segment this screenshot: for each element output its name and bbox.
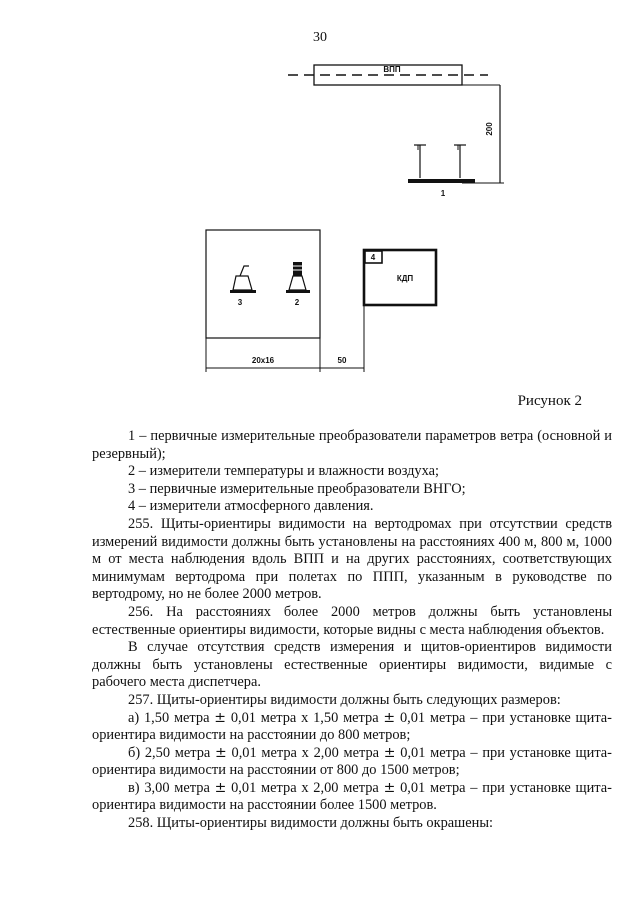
legend-item-2: 2 – измерители температуры и влажности воздуха;	[128, 463, 440, 480]
plus-minus-sign: ±	[383, 744, 396, 761]
distance-dimension	[462, 85, 504, 183]
distance-label: 200	[485, 122, 494, 136]
legend-item-1: 1 – первичные измерительные преобразователи параметров ветра (основной и резервный);	[92, 428, 612, 462]
body-text	[92, 428, 612, 833]
meteo-site	[206, 230, 320, 338]
paragraph-256: 256. На расстояниях более 2000 метров должны быть установлены естественные ориентиры видимости, которые видны с места наблюдения объектов.	[92, 603, 612, 638]
plus-minus-sign: ±	[215, 744, 227, 761]
runway-label: ВПП	[383, 65, 401, 74]
item-2-label: 2	[294, 298, 300, 307]
legend-item-3: 3 – первичные измерительные преобразователи ВНГО;	[128, 480, 466, 497]
legend-item-4: 4 – измерители атмосферного давления.	[128, 498, 374, 515]
paragraph-255: 255. Щиты-ориентиры видимости на вертодромах при отсутствии средств измерений видимости должны быть установлены на расстояниях 400 м, 800 м, 1000 м от места наблюдения вдоль ВПП и на других расстояниях, соответствующих минимумам вертодрома при полетах по ППП, указанным в руководстве по вертодрому, но не более 2000 метров.	[92, 515, 612, 603]
offset-label: 50	[337, 356, 347, 365]
plus-minus-sign: ±	[214, 779, 227, 796]
cloud-height-sensor-symbol	[230, 266, 256, 307]
runway	[288, 65, 488, 85]
size-option-a: а) 1,50 метра ± 0,01 метра х 1,50 метра ± 0,01 метра – при установке щита-ориентира видимости на расстоянии до 800 метров;	[92, 709, 612, 744]
control-tower	[364, 250, 436, 305]
item-3-label: 3	[237, 298, 243, 307]
page-number: 30	[313, 30, 327, 45]
site-size-label: 20x16	[251, 356, 275, 365]
wind-sensors-symbol	[408, 145, 475, 198]
plus-minus-sign: ±	[383, 779, 396, 796]
paragraph-257: 257. Щиты-ориентиры видимости должны быть следующих размеров:	[128, 691, 561, 708]
size-option-c: в) 3,00 метра ± 0,01 метра х 2,00 метра ± 0,01 метра – при установке щита-ориентира видимости на расстоянии более 1500 метров.	[92, 779, 612, 814]
item-4-label: 4	[370, 253, 376, 262]
item-1-label: 1	[440, 189, 446, 198]
temperature-humidity-sensor-symbol	[286, 262, 310, 307]
size-option-b: б) 2,50 метра ± 0,01 метра х 2,00 метра ± 0,01 метра – при установке щита-ориентира видимости на расстоянии от 800 до 1500 метров;	[92, 744, 612, 779]
plus-minus-sign: ±	[383, 709, 396, 726]
paragraph-258: 258. Щиты-ориентиры видимости должны быть окрашены:	[128, 815, 494, 832]
paragraph-256-note: В случае отсутствия средств измерения и щитов-ориентиров видимости должны быть установлены естественные ориентиры видимости, видимые с рабочего места диспетчера.	[92, 639, 612, 691]
figure-caption: Рисунок 2	[517, 393, 582, 409]
kdp-label: КДП	[396, 274, 414, 283]
siting-diagram	[0, 0, 640, 390]
plus-minus-sign: ±	[214, 709, 227, 726]
